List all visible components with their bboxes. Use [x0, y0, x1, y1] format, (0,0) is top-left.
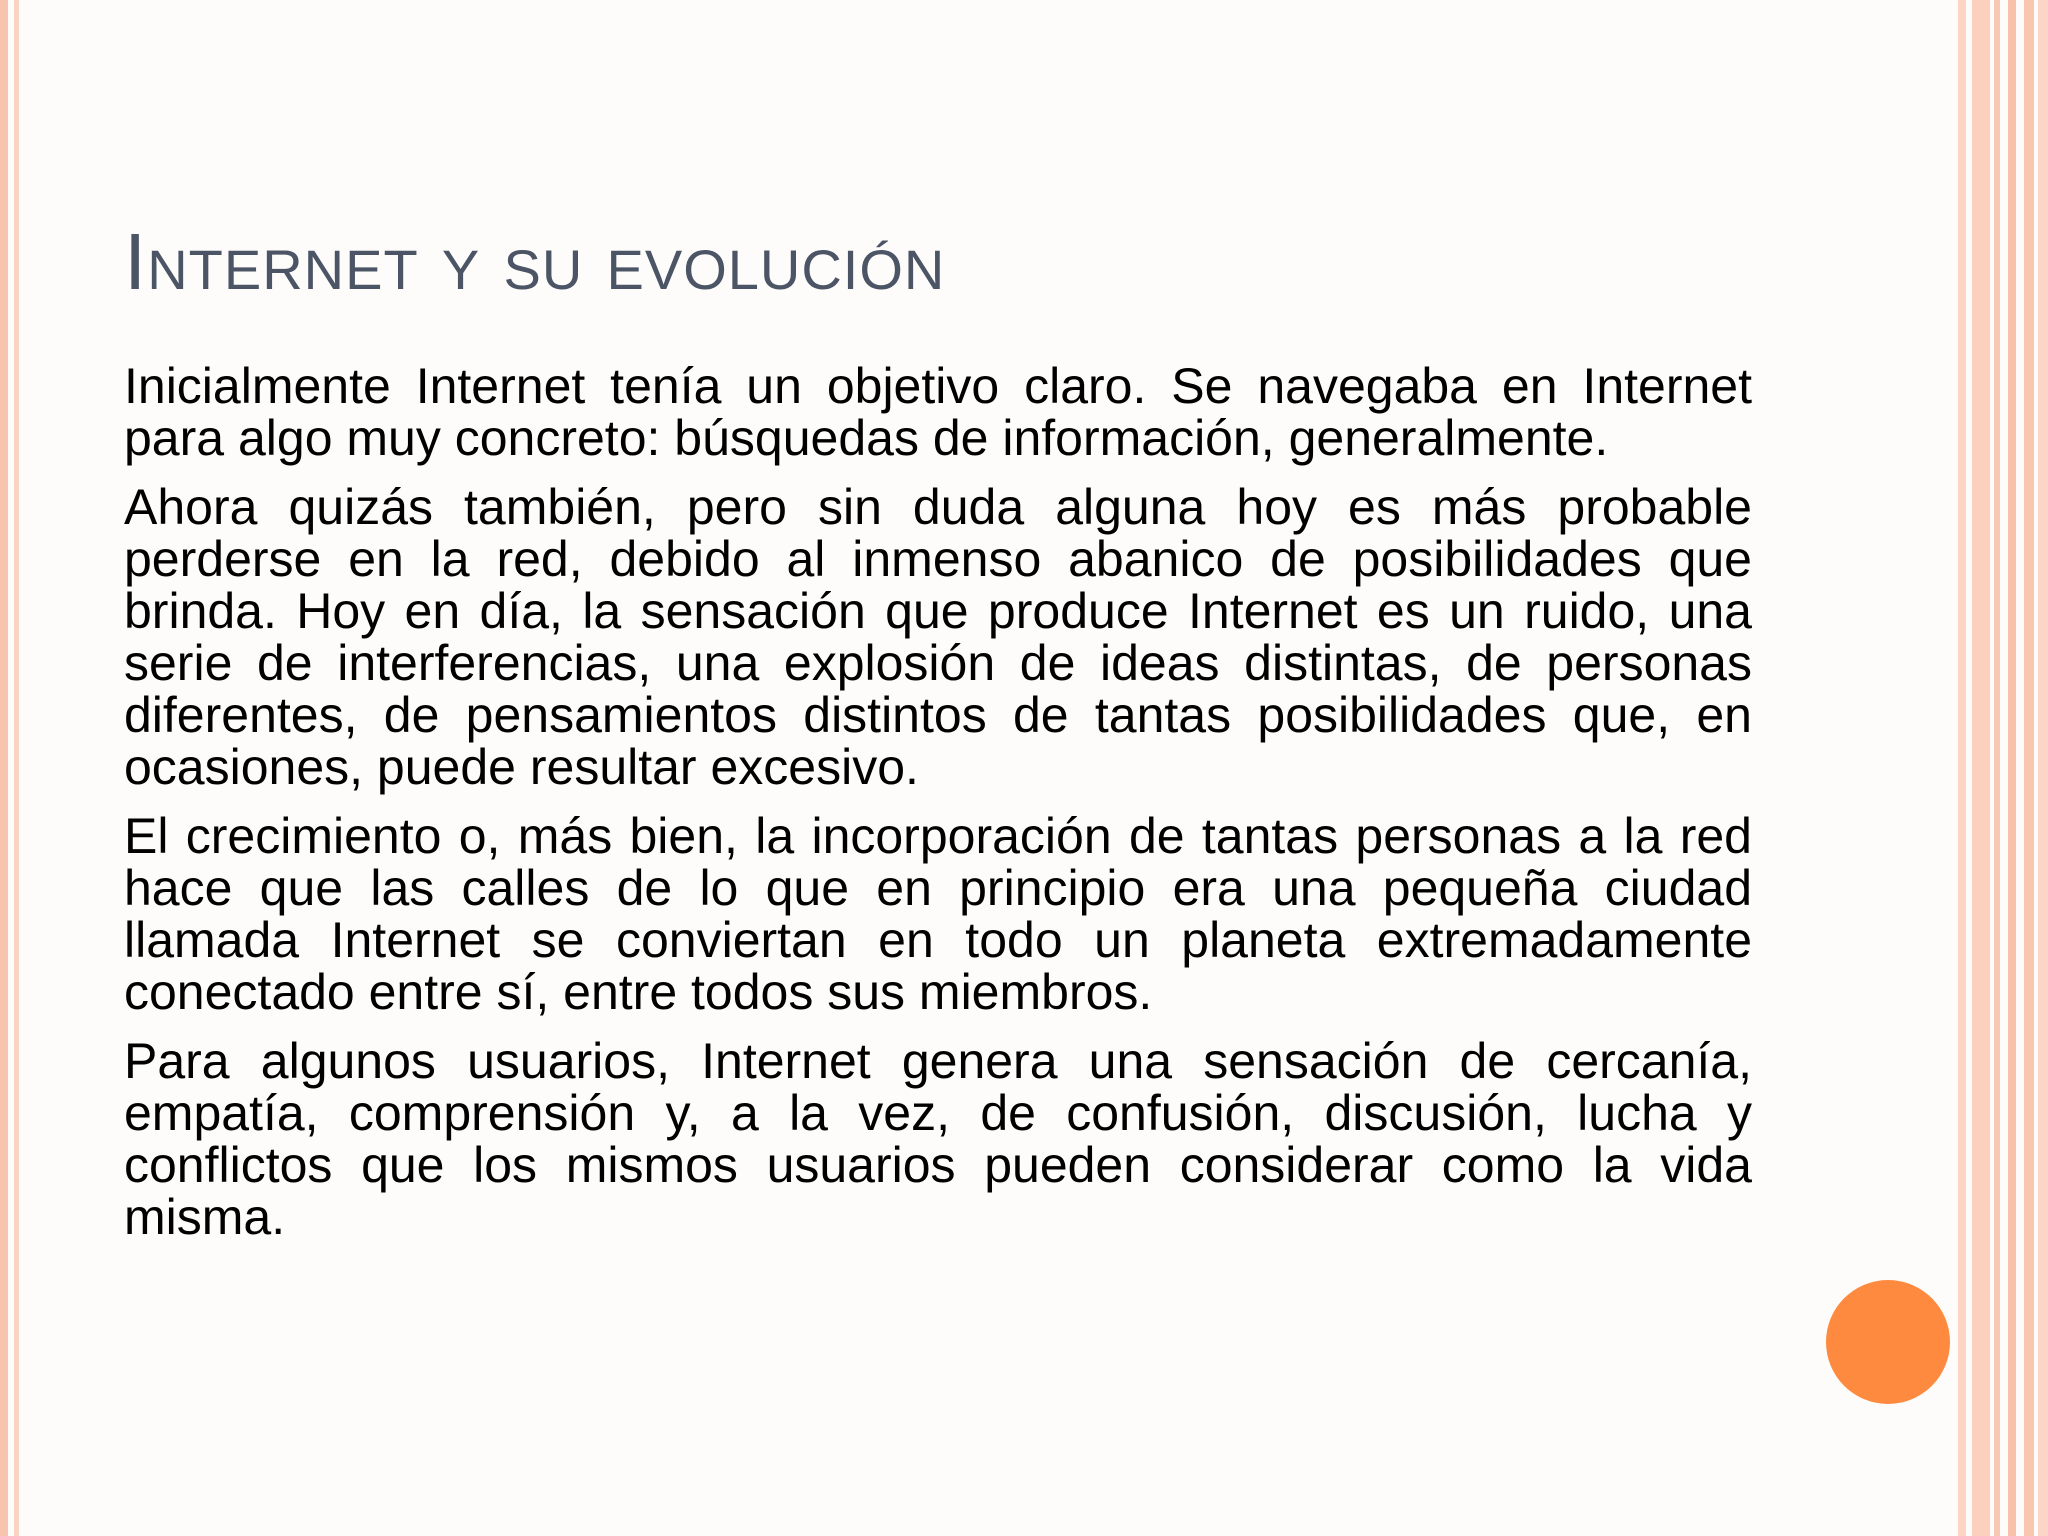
slide-title: Internet y su evolución [124, 217, 946, 306]
right-border-stripe [2038, 0, 2048, 1536]
left-border-stripe [14, 0, 19, 1536]
slide-body [124, 360, 1752, 1260]
decorative-circle [1826, 1280, 1950, 1404]
body-paragraph: El crecimiento o, más bien, la incorporación de tantas personas a la red hace que las calles de lo que en principio era una pequeña ciudad llamada Internet se conviertan en todo un planeta extremadamente conectado entre sí, entre todos sus miembros. [124, 808, 1752, 1020]
right-border-stripe [1994, 0, 2000, 1536]
right-border-stripe [2024, 0, 2034, 1536]
body-paragraph: Inicialmente Internet tenía un objetivo claro. Se navegaba en Internet para algo muy concreto: búsquedas de información, generalmente. [124, 358, 1752, 466]
body-paragraph: Para algunos usuarios, Internet genera una sensación de cercanía, empatía, comprensión y, a la vez, de confusión, discusión, lucha y conflictos que los mismos usuarios pueden considerar como la vida misma. [124, 1033, 1752, 1245]
right-border-stripe [1972, 0, 1990, 1536]
right-border-stripe [1958, 0, 1966, 1536]
body-paragraph: Ahora quizás también, pero sin duda alguna hoy es más probable perderse en la red, debido al inmenso abanico de posibilidades que brinda. Hoy en día, la sensación que produce Internet es un ruido, una serie de interferencias, una explosión de ideas distintas, de personas diferentes, de pensamientos distintos de tantas posibilidades que, en ocasiones, puede resultar excesivo. [124, 479, 1752, 795]
left-border-stripe [0, 0, 8, 1536]
right-border-stripe [2008, 0, 2016, 1536]
